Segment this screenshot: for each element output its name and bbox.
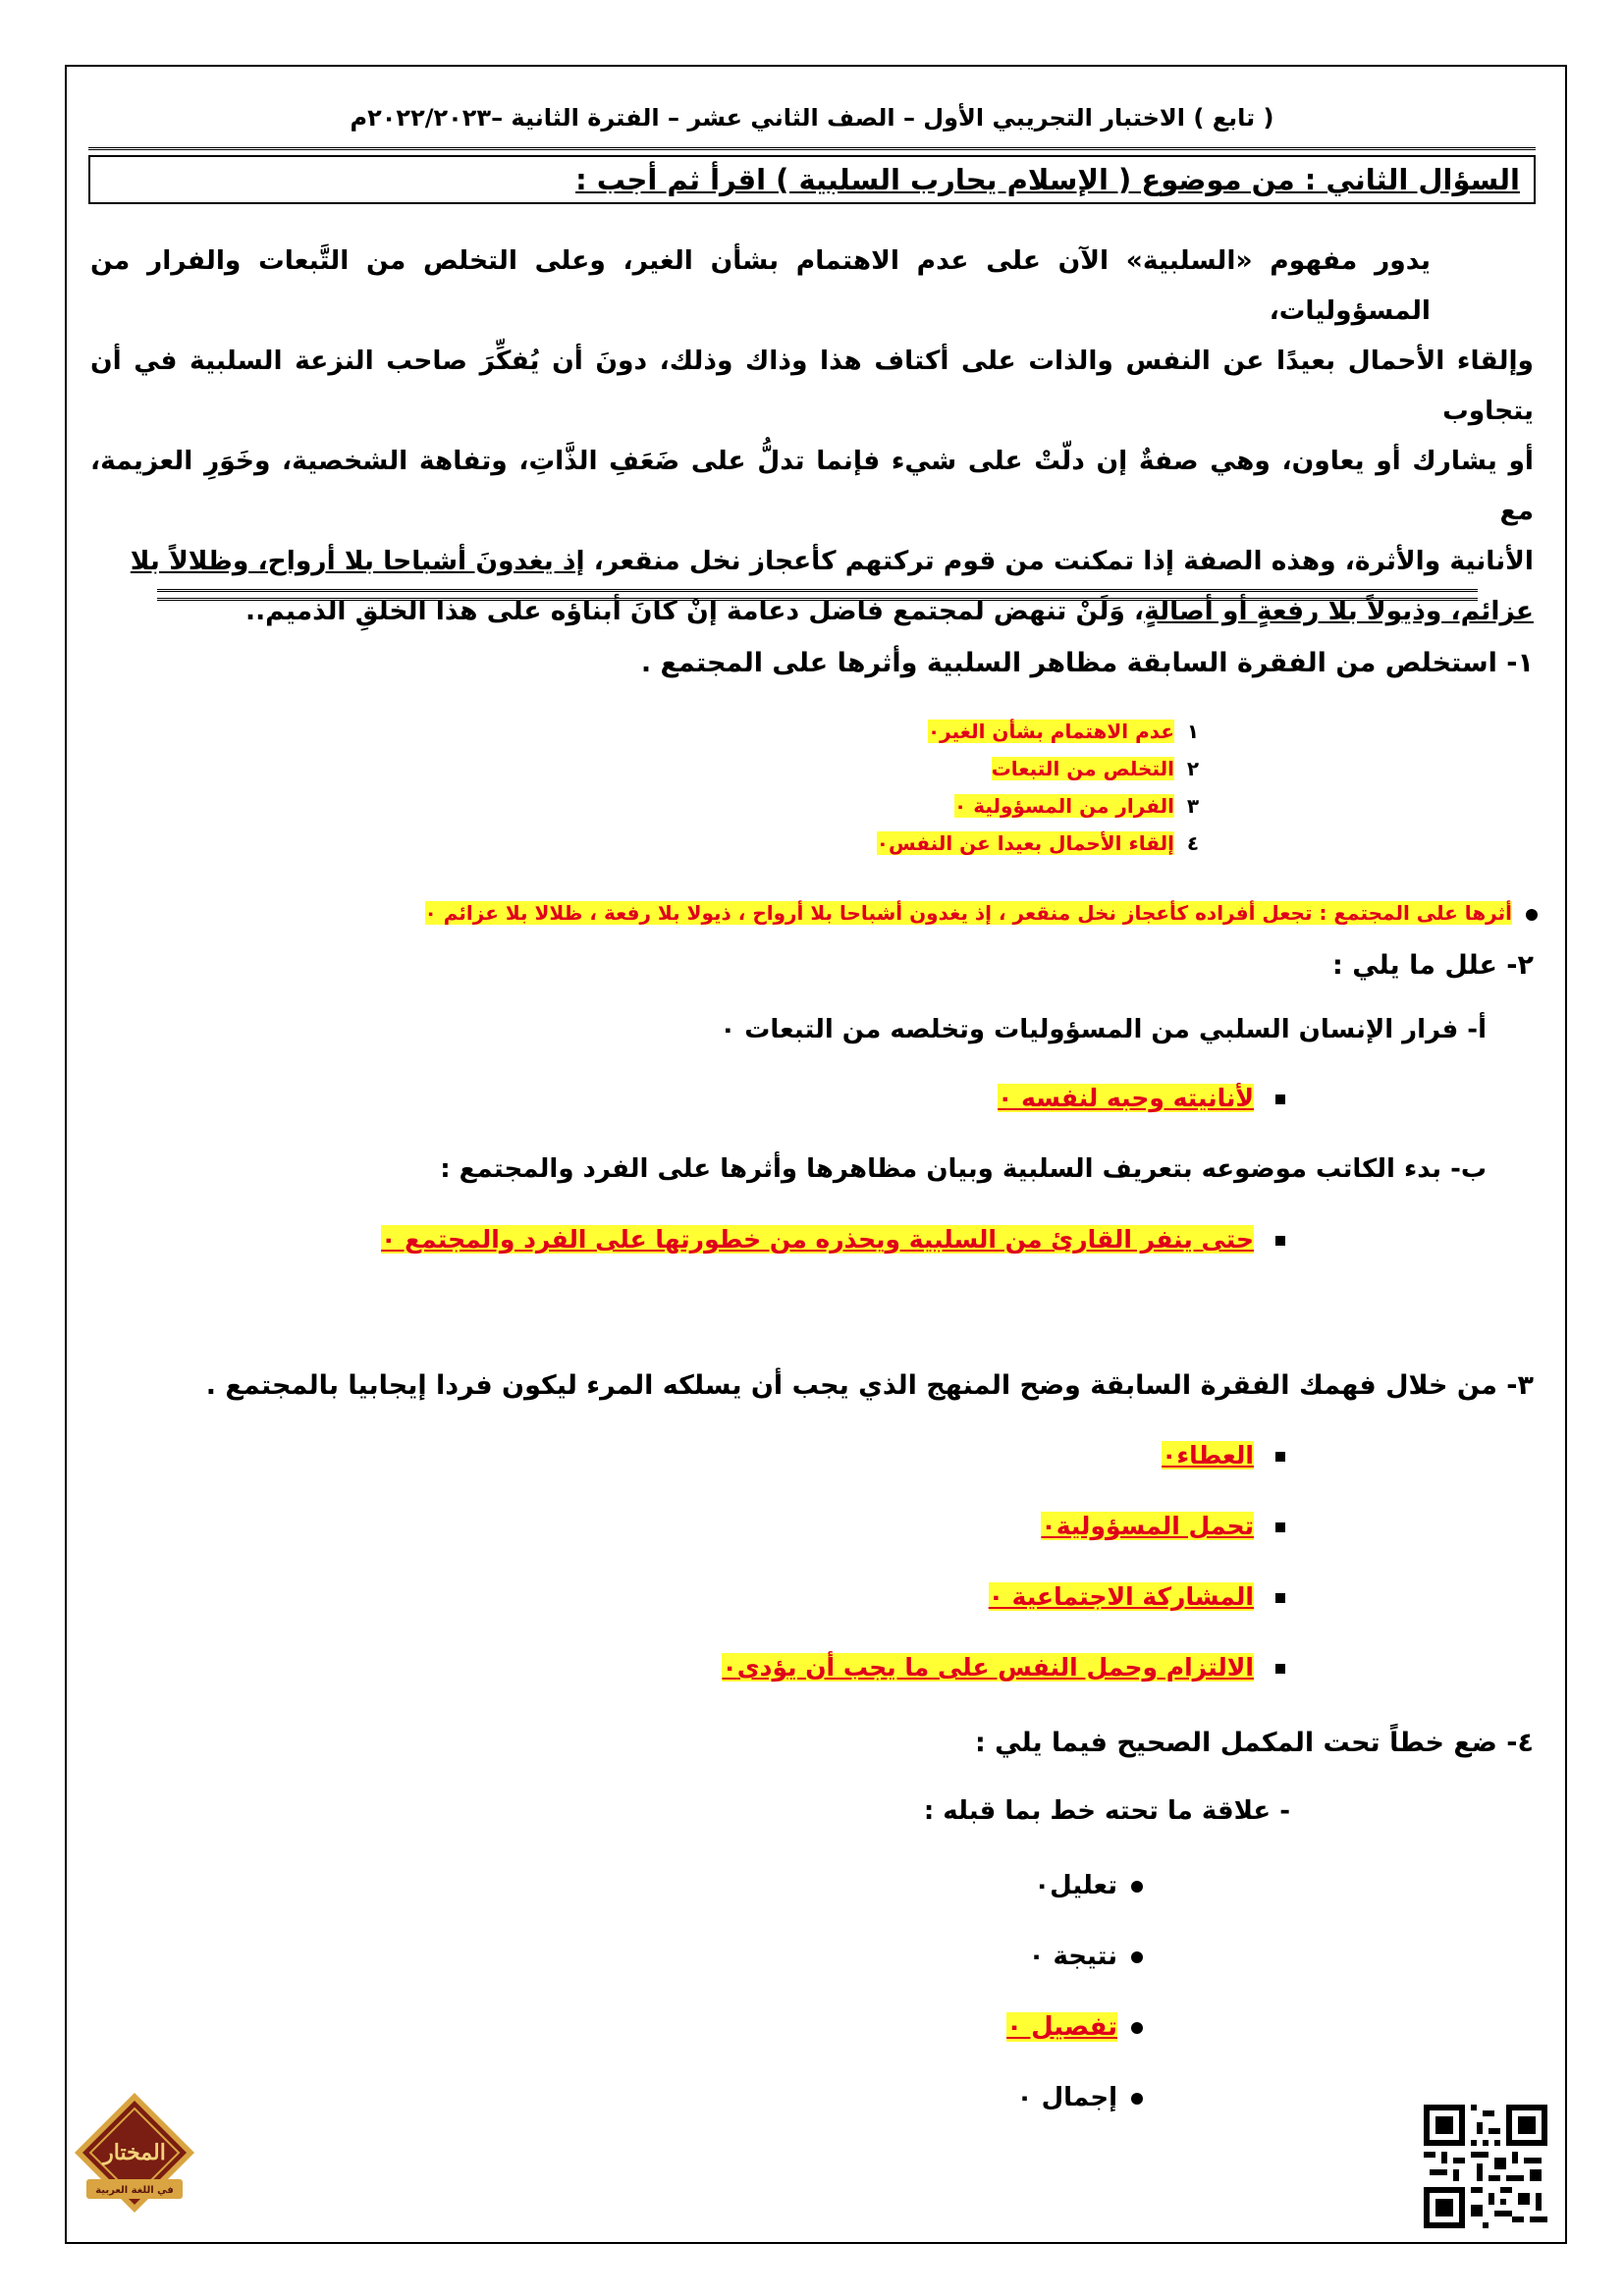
q2-b-text: ب- بدء الكاتب موضوعه بتعريف السلبية وبيان مظاهرها وأثرها على الفرد والمجتمع : (440, 1154, 1487, 1184)
q3-answer-line-2 (1041, 1512, 1285, 1540)
bullet-dot-icon (1131, 2022, 1143, 2034)
square-bullet-icon (1275, 1664, 1285, 1674)
q4-option-2: نتيجة ٠ (1029, 1942, 1143, 1971)
q3-text: ٣- من خلال فهمك الفقرة السابقة وضح المنهج الذي يجب أن يسلكه المرء ليكون فردا إيجابيا بالمجتمع . (205, 1370, 1534, 1401)
exam-header: ( تابع ) الاختبار التجريبي الأول – الصف الثاني عشر – الفترة الثانية –٢٠٢٢/٢٠٢٣م (88, 98, 1536, 150)
q1-answer-3: الفرار من المسؤولية ٠ (954, 794, 1174, 818)
passage-line-4-underlined: إذ يغدونَ أشباحا بلا أرواح، وظلالاً بلا (130, 546, 585, 576)
q1-answer-1: عدم الاهتمام بشأن الغير٠ (927, 720, 1174, 743)
q3-answer-4: الالتزام وحمل النفس على ما يجب أن يؤدى٠ (722, 1653, 1254, 1682)
q4-option-3: تفصيل ٠ (1006, 2012, 1143, 2042)
passage-line-4-start: الأنانية والأثرة، وهذه الصفة إذا تمكنت من قوم تركتهم كأعجاز نخل منقعر، (584, 546, 1534, 576)
passage-line-5-underlined: عزائم، وذيولاً بلا رفعةٍ أو أصالةٍ (1144, 596, 1534, 626)
q2-a-answer-line (998, 1084, 1285, 1112)
q1-text: ١- استخلص من الفقرة السابقة مظاهر السلبية وأثرها على المجتمع . (640, 648, 1534, 678)
q3-answer-3: المشاركة الاجتماعية ٠ (988, 1582, 1254, 1611)
q3-answer-1: العطاء٠ (1162, 1441, 1254, 1469)
square-bullet-icon (1275, 1593, 1285, 1603)
bullet-dot-icon (1526, 909, 1538, 921)
list-item: ١عدم الاهتمام بشأن الغير٠ (927, 720, 1200, 743)
logo-subtitle: في اللغة العربية (95, 2185, 174, 2196)
list-item: ٢التخلص من التبعات (991, 757, 1200, 780)
q1-answer-4: إلقاء الأحمال بعيدا عن النفس٠ (876, 831, 1174, 855)
question-title-box (88, 155, 1536, 204)
question-title: السؤال الثاني : من موضوع ( الإسلام يحارب السلبية ) اقرأ ثم أجب : (575, 163, 1520, 196)
passage-line-4 (90, 536, 1534, 586)
q1-effect-line (425, 901, 1538, 925)
list-item: ٣الفرار من المسؤولية ٠ (954, 794, 1200, 818)
q2-a-answer: لأنانيته وحبه لنفسه ٠ (998, 1084, 1254, 1112)
passage-line-5-end: ، وَلَنْ تنهض لمجتمع فاضل دعامة إنْ كانَ أبناؤه على هذا الخلقِ الذميم.. (245, 596, 1145, 626)
q2-b-answer-line (381, 1225, 1285, 1254)
passage-line-1: يدور مفهوم «السلبية» الآن على عدم الاهتمام بشأن الغير، وعلى التخلص من التَّبعات والفرار من المسؤوليات، (90, 245, 1431, 326)
logo-name: المختار (103, 2140, 166, 2165)
q1-effect: أثرها على المجتمع : تجعل أفراده كأعجاز نخل منقعر ، إذ يغدون أشباحا بلا أرواح ، ذيولا بلا رفعة ، ظلالا بلا عزائم ٠ (424, 901, 1512, 925)
q2-b-answer: حتى ينفر القارئ من السلبية ويحذره من خطورتها على الفرد والمجتمع ٠ (381, 1225, 1254, 1254)
square-bullet-icon (1275, 1522, 1285, 1532)
bullet-dot-icon (1131, 2093, 1143, 2105)
q2-a-text: أ- فرار الإنسان السلبي من المسؤوليات وتخلصه من التبعات ٠ (720, 1015, 1487, 1044)
passage-line-2: وإلقاء الأحمال بعيدًا عن النفس والذات على أكتاف هذا وذاك وذلك، دونَ أن يُفكِّرَ صاحب النزعة السلبية في أن يتجاوب (90, 346, 1534, 426)
passage-line-3: أو يشارك أو يعاون، وهي صفةٌ إن دلّتْ على شيء فإنما تدلُّ على ضَعَفِ الذَّاتِ، وتفاهة الشخصية، وخَوَرِ العزيمة، مع (90, 446, 1534, 526)
bullet-dot-icon (1131, 1881, 1143, 1893)
square-bullet-icon (1275, 1236, 1285, 1246)
q4-text: ٤- ضع خطاً تحت المكمل الصحيح فيما يلي : (974, 1728, 1534, 1758)
q3-answer-line-4 (722, 1653, 1285, 1682)
reading-passage (90, 236, 1534, 636)
q4-sub: - علاقة ما تحته خط بما قبله : (923, 1796, 1290, 1826)
brand-logo (71, 2089, 198, 2216)
q3-answer-line-1 (1162, 1441, 1285, 1469)
bullet-dot-icon (1131, 1951, 1143, 1963)
q1-answers (877, 713, 1212, 862)
qr-code (1424, 2105, 1547, 2228)
q3-answer-line-3 (989, 1582, 1285, 1611)
q2-text: ٢- علل ما يلي : (1332, 950, 1534, 981)
q1-answer-2: التخلص من التبعات (991, 757, 1174, 780)
separator-line (157, 589, 1478, 601)
list-item: ٤إلقاء الأحمال بعيدا عن النفس٠ (876, 831, 1200, 855)
q4-option-4: إجمال ٠ (1017, 2083, 1143, 2112)
square-bullet-icon (1275, 1095, 1285, 1104)
square-bullet-icon (1275, 1452, 1285, 1462)
q3-answer-2: تحمل المسؤولية٠ (1041, 1512, 1254, 1540)
q4-option-1: تعليل٠ (1034, 1871, 1143, 1900)
